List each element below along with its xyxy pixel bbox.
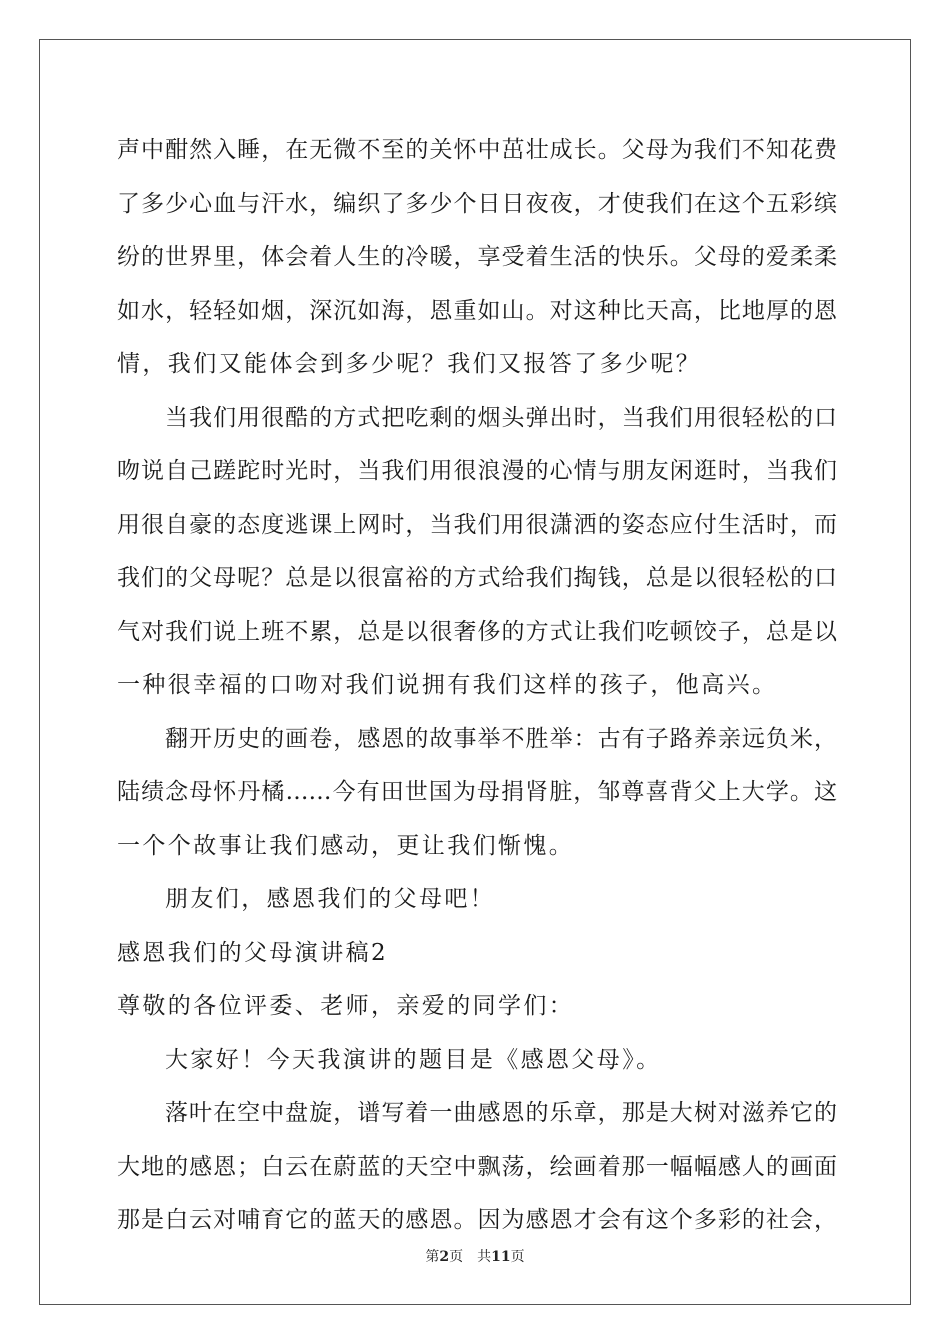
text-line: 尊敬的各位评委、老师，亲爱的同学们： xyxy=(117,993,575,1019)
text-line: 朋友们，感恩我们的父母吧！ xyxy=(165,886,496,912)
text-line: 大地的感恩；白云在蔚蓝的天空中飘荡，绘画着那一幅幅感人的画面 xyxy=(117,1153,837,1180)
text-line: 当我们用很酷的方式把吃剩的烟头弹出时，当我们用很轻松的口 xyxy=(165,404,837,431)
total-label-suffix: 页 xyxy=(510,1249,525,1265)
document-body xyxy=(117,124,837,1248)
text-line: 了多少心血与汗水，编织了多少个日日夜夜，才使我们在这个五彩缤 xyxy=(117,190,837,217)
text-line: 如水，轻轻如烟，深沉如海，恩重如山。对这种比天高，比地厚的恩 xyxy=(117,297,837,324)
text-line: 用很自豪的态度逃课上网时，当我们用很潇洒的姿态应付生活时，而 xyxy=(117,511,837,538)
text-line: 那是白云对哺育它的蓝天的感恩。因为感恩才会有这个多彩的社会， xyxy=(117,1207,837,1233)
page-label-suffix: 页 xyxy=(449,1249,464,1265)
page-label-prefix: 第 xyxy=(425,1249,440,1265)
text-line: 陆绩念母怀丹橘……今有田世国为母捐肾脏，邹尊喜背父上大学。这 xyxy=(117,779,837,805)
current-page-number: 2 xyxy=(439,1249,450,1265)
text-line: 情，我们又能体会到多少呢？我们又报答了多少呢？ xyxy=(117,351,702,377)
total-label-prefix: 共 xyxy=(477,1249,492,1265)
page-footer xyxy=(0,1246,950,1266)
text-line: 声中酣然入睡，在无微不至的关怀中茁壮成长。父母为我们不知花费 xyxy=(117,137,837,163)
text-line: 一种很幸福的口吻对我们说拥有我们这样的孩子，他高兴。 xyxy=(117,672,778,698)
text-line: 一个个故事让我们感动，更让我们惭愧。 xyxy=(117,832,575,859)
total-pages-number: 11 xyxy=(491,1249,511,1265)
text-line: 吻说自己蹉跎时光时，当我们用很浪漫的心情与朋友闲逛时，当我们 xyxy=(117,458,837,484)
text-line: 翻开历史的画卷，感恩的故事举不胜举：古有子路养亲远负米， xyxy=(165,725,837,752)
text-line: 纷的世界里，体会着人生的冷暖，享受着生活的快乐。父母的爱柔柔 xyxy=(117,244,837,270)
text-line: 我们的父母呢？总是以很富裕的方式给我们掏钱，总是以很轻松的口 xyxy=(117,565,837,591)
text-line: 大家好！今天我演讲的题目是《感恩父母》。 xyxy=(165,1046,662,1073)
text-line: 气对我们说上班不累，总是以很奢侈的方式让我们吃顿饺子，总是以 xyxy=(117,618,837,645)
text-line: 落叶在空中盘旋，谱写着一曲感恩的乐章，那是大树对滋养它的 xyxy=(165,1100,837,1126)
text-line: 感恩我们的父母演讲稿2 xyxy=(117,939,389,966)
